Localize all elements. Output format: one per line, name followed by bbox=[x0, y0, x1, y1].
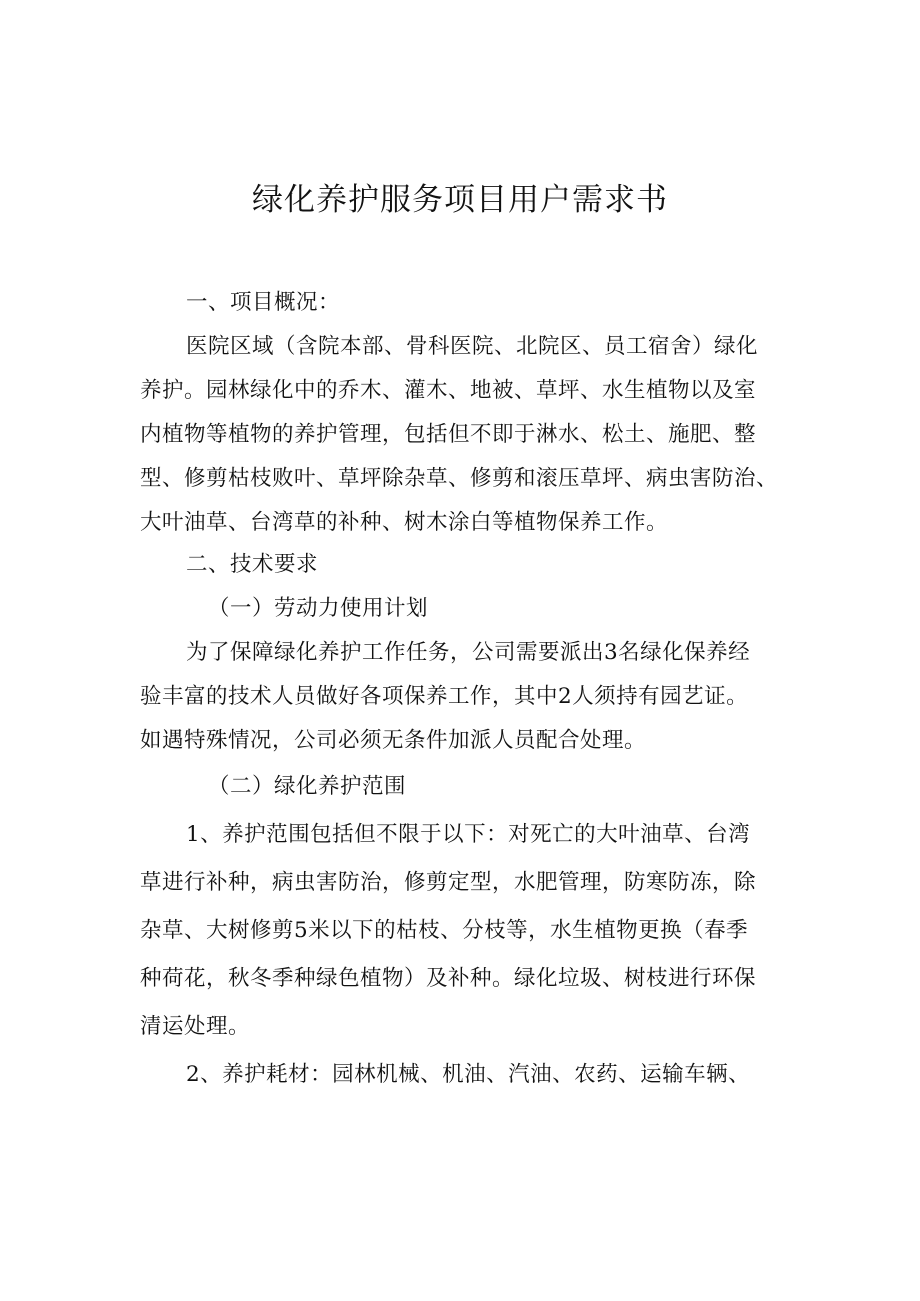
paragraph-line: 杂草、大树修剪5米以下的枯枝、分枝等，水生植物更换（春季 bbox=[140, 918, 749, 943]
paragraph-line: 为了保障绿化养护工作任务，公司需要派出3名绿化保养经 bbox=[186, 640, 751, 665]
paragraph-line: 医院区域（含院本部、骨科医院、北院区、员工宿舍）绿化 bbox=[186, 334, 759, 359]
paragraph-line: 1、养护范围包括但不限于以下：对死亡的大叶油草、台湾 bbox=[186, 822, 751, 847]
section-heading-overview: 一、项目概况： bbox=[186, 290, 341, 315]
paragraph-line: 种荷花，秋冬季种绿色植物）及补种。绿化垃圾、树枝进行环保 bbox=[140, 966, 757, 991]
paragraph-line: 2、养护耗材：园林机械、机油、汽油、农药、运输车辆、 bbox=[186, 1062, 751, 1087]
paragraph-line: 清运处理。 bbox=[140, 1014, 251, 1039]
paragraph-line: 如遇特殊情况，公司必须无条件加派人员配合处理。 bbox=[140, 728, 647, 753]
subsection-heading-labor: （一）劳动力使用计划 bbox=[208, 596, 429, 621]
paragraph-line: 养护。园林绿化中的乔木、灌木、地被、草坪、水生植物以及室 bbox=[140, 378, 757, 403]
section-heading-technical: 二、技术要求 bbox=[186, 552, 319, 577]
paragraph-line: 验丰富的技术人员做好各项保养工作，其中2人须持有园艺证。 bbox=[140, 684, 749, 709]
document-title: 绿化养护服务项目用户需求书 bbox=[252, 182, 668, 218]
paragraph-line: 大叶油草、台湾草的补种、树木涂白等植物保养工作。 bbox=[140, 510, 669, 535]
paragraph-line: 草进行补种，病虫害防治，修剪定型，水肥管理，防寒防冻，除 bbox=[140, 870, 757, 895]
paragraph-line: 型、修剪枯枝败叶、草坪除杂草、修剪和滚压草坪、病虫害防治、 bbox=[140, 466, 779, 491]
subsection-heading-scope: （二）绿化养护范围 bbox=[208, 774, 407, 799]
paragraph-line: 内植物等植物的养护管理，包括但不即于淋水、松土、施肥、整 bbox=[140, 422, 757, 447]
